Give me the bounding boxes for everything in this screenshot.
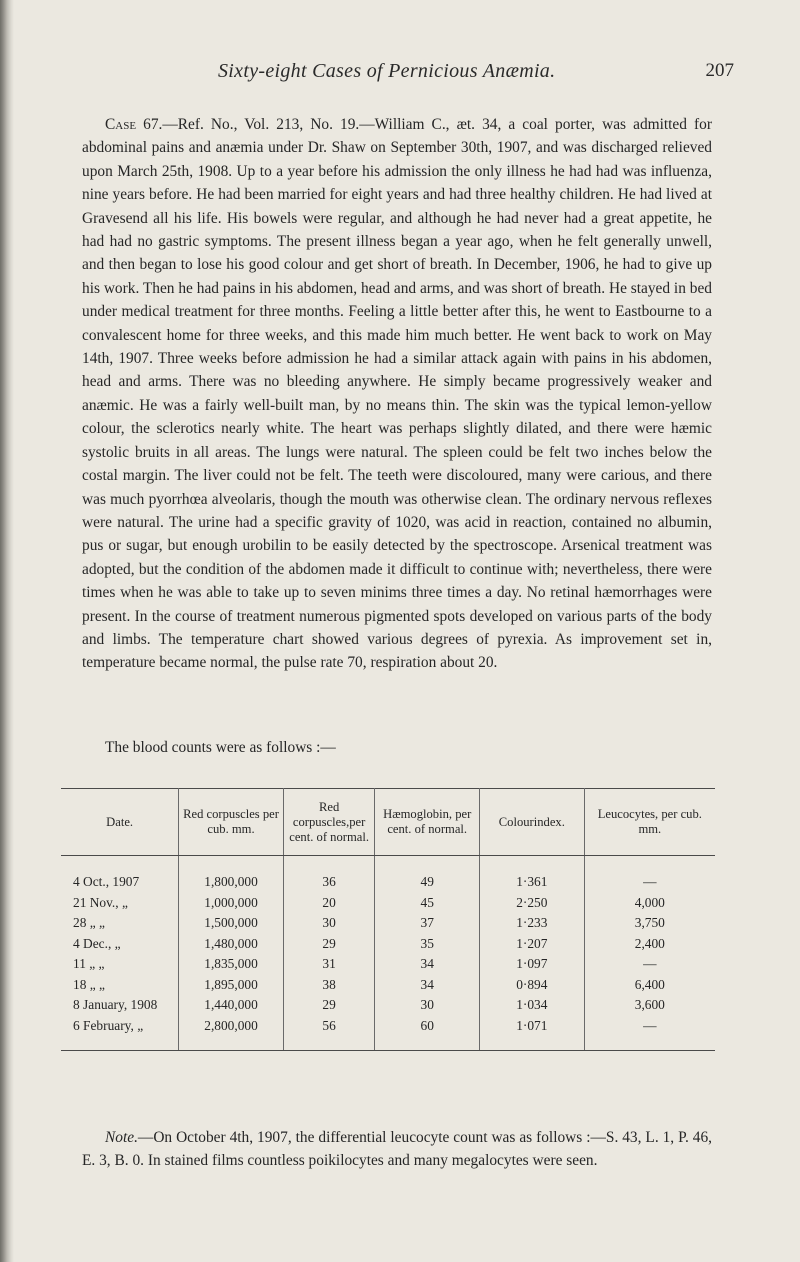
cell-leucocytes: — bbox=[643, 874, 657, 890]
note-paragraph bbox=[82, 1126, 712, 1173]
table-row bbox=[61, 995, 715, 1016]
cell-red-percent: 36 bbox=[283, 856, 375, 893]
table-row bbox=[61, 934, 715, 955]
cell-red-corpuscles: 1,800,000 bbox=[179, 856, 284, 893]
note-text: —On October 4th, 1907, the differential leucocyte count was as follows :—S. 43, L. 1, P. 46, E. 3, B. 0. In stained films countless poikilocytes and many megalocytes were seen. bbox=[82, 1129, 712, 1170]
table-row bbox=[61, 975, 715, 996]
cell-date: 28 „ „ bbox=[61, 913, 179, 934]
page-number: 207 bbox=[705, 60, 734, 81]
cell-colour-index: 0·894 bbox=[480, 975, 585, 996]
cell-date: 11 „ „ bbox=[61, 954, 179, 975]
table-row bbox=[61, 856, 715, 893]
cell-red-percent: 30 bbox=[283, 913, 375, 934]
cell-leucocytes: 2,400 bbox=[634, 935, 665, 951]
cell-date: 4 Dec., „ bbox=[61, 934, 179, 955]
page-header bbox=[120, 60, 734, 90]
cell-red-percent: 29 bbox=[283, 934, 375, 955]
cell-leucocytes: 3,600 bbox=[634, 997, 665, 1013]
column-header-haemoglobin: Hæmoglobin, per cent. of normal. bbox=[375, 789, 480, 856]
cell-haemoglobin: 37 bbox=[375, 913, 480, 934]
cell-red-percent: 31 bbox=[283, 954, 375, 975]
cell-red-corpuscles: 1,440,000 bbox=[179, 995, 284, 1016]
cell-leucocytes: — bbox=[584, 1016, 715, 1051]
cell-red-corpuscles: 1,835,000 bbox=[179, 954, 284, 975]
cell-red-corpuscles: 1,500,000 bbox=[179, 913, 284, 934]
case-report-paragraph bbox=[82, 113, 712, 675]
cell-date: 21 Nov., „ bbox=[61, 893, 179, 914]
blood-counts-table bbox=[61, 788, 715, 1051]
cell-red-corpuscles: 1,480,000 bbox=[179, 934, 284, 955]
cell-colour-index: 1·207 bbox=[480, 934, 585, 955]
column-header-leucocytes: Leucocytes, per cub. mm. bbox=[584, 789, 715, 856]
cell-haemoglobin: 45 bbox=[375, 893, 480, 914]
cell-colour-index: 1·361 bbox=[480, 856, 585, 893]
cell-haemoglobin: 49 bbox=[375, 856, 480, 893]
cell-colour-index: 2·250 bbox=[480, 893, 585, 914]
cell-date: 8 January, 1908 bbox=[61, 995, 179, 1016]
cell-leucocytes: 4,000 bbox=[634, 894, 665, 910]
cell-date: 6 February, „ bbox=[61, 1016, 179, 1051]
cell-colour-index: 1·097 bbox=[480, 954, 585, 975]
cell-haemoglobin: 60 bbox=[375, 1016, 480, 1051]
cell-colour-index: 1·071 bbox=[480, 1016, 585, 1051]
cell-colour-index: 1·034 bbox=[480, 995, 585, 1016]
cell-red-percent: 20 bbox=[283, 893, 375, 914]
cell-haemoglobin: 34 bbox=[375, 975, 480, 996]
cell-colour-index: 1·233 bbox=[480, 913, 585, 934]
column-header-red-corpuscles: Red corpuscles per cub. mm. bbox=[179, 789, 284, 856]
running-title: Sixty-eight Cases of Pernicious Anæmia. bbox=[218, 60, 556, 82]
cell-leucocytes: 3,750 bbox=[634, 915, 665, 931]
note-label: Note. bbox=[105, 1129, 138, 1146]
cell-haemoglobin: 30 bbox=[375, 995, 480, 1016]
cell-red-corpuscles: 1,895,000 bbox=[179, 975, 284, 996]
table-header-row bbox=[61, 789, 715, 856]
cell-red-corpuscles: 2,800,000 bbox=[179, 1016, 284, 1051]
column-header-date: Date. bbox=[61, 789, 179, 856]
cell-leucocytes: 6,400 bbox=[634, 976, 665, 992]
cell-red-percent: 29 bbox=[283, 995, 375, 1016]
page-binding-edge bbox=[0, 0, 14, 1262]
table-intro: The blood counts were as follows :— bbox=[105, 739, 336, 756]
table-row bbox=[61, 913, 715, 934]
column-header-red-percent: Red corpuscles,per cent. of normal. bbox=[283, 789, 375, 856]
cell-date: 4 Oct., 1907 bbox=[61, 856, 179, 893]
cell-leucocytes: — bbox=[643, 956, 657, 972]
cell-haemoglobin: 34 bbox=[375, 954, 480, 975]
cell-haemoglobin: 35 bbox=[375, 934, 480, 955]
table-row bbox=[61, 954, 715, 975]
table-row bbox=[61, 893, 715, 914]
cell-red-percent: 56 bbox=[283, 1016, 375, 1051]
cell-red-percent: 38 bbox=[283, 975, 375, 996]
column-header-colour-index: Colourindex. bbox=[480, 789, 585, 856]
case-report-text: —Ref. No., Vol. 213, No. 19.—William C., æt. 34, a coal porter, was admitted for abdominal pains and anæmia under Dr. Shaw on September 30th, 1907, and was discharged relieved upon March 25th, 1908. Up to a year before his admission the only illness he had had was influenza, nine years before. He had been married for eight years and had three healthy children. He had lived at Gravesend all his life. His bowels were regular, and although he had never had a great appetite, he had had no gastric symptoms. The present illness began a year ago, when he felt generally unwell, and then began to lose his good colour and get short of breath. In December, 1906, he had to give up his work. Then he had pains in his abdomen, head and arms, and was short of breath. He stayed in bed under medical treatment for three months. Feeling a little better after this, he went to Eastbourne to a convalescent home for three weeks, and this made him much better. He went back to work on May 14th, 1907. Three weeks before admission he had a similar attack again with pains in his abdomen, head and arms. There was no bleeding anywhere. He simply became progressively weaker and anæmic. He was a fairly well-built man, by no means thin. The skin was the typical lemon-yellow colour, the sclerotics nearly white. The heart was perhaps slightly dilated, and there were hæmic systolic bruits in all areas. The lungs were natural. The spleen could be felt two inches below the costal margin. The liver could not be felt. The teeth were discoloured, many were carious, and there was much pyorrhœa alveolaris, though the mouth was otherwise clean. The ordinary nervous reflexes were natural. The urine had a specific gravity of 1020, was acid in reaction, contained no albumin, pus or sugar, but enough urobilin to be easily detected by the spectroscope. Arsenical treatment was adopted, but the condition of the abdomen made it difficult to continue with; nevertheless, there were times when he was able to take up to seven minims three times a day. No retinal hæmorrhages were present. In the course of treatment numerous pigmented spots developed on various parts of the body and limbs. The temperature chart showed various degrees of pyrexia. As improvement set in, temperature became normal, the pulse rate 70, respiration about 20. bbox=[82, 116, 712, 672]
case-label: Case 67. bbox=[105, 116, 163, 133]
cell-red-corpuscles: 1,000,000 bbox=[179, 893, 284, 914]
cell-date: 18 „ „ bbox=[61, 975, 179, 996]
table-row bbox=[61, 1016, 715, 1051]
